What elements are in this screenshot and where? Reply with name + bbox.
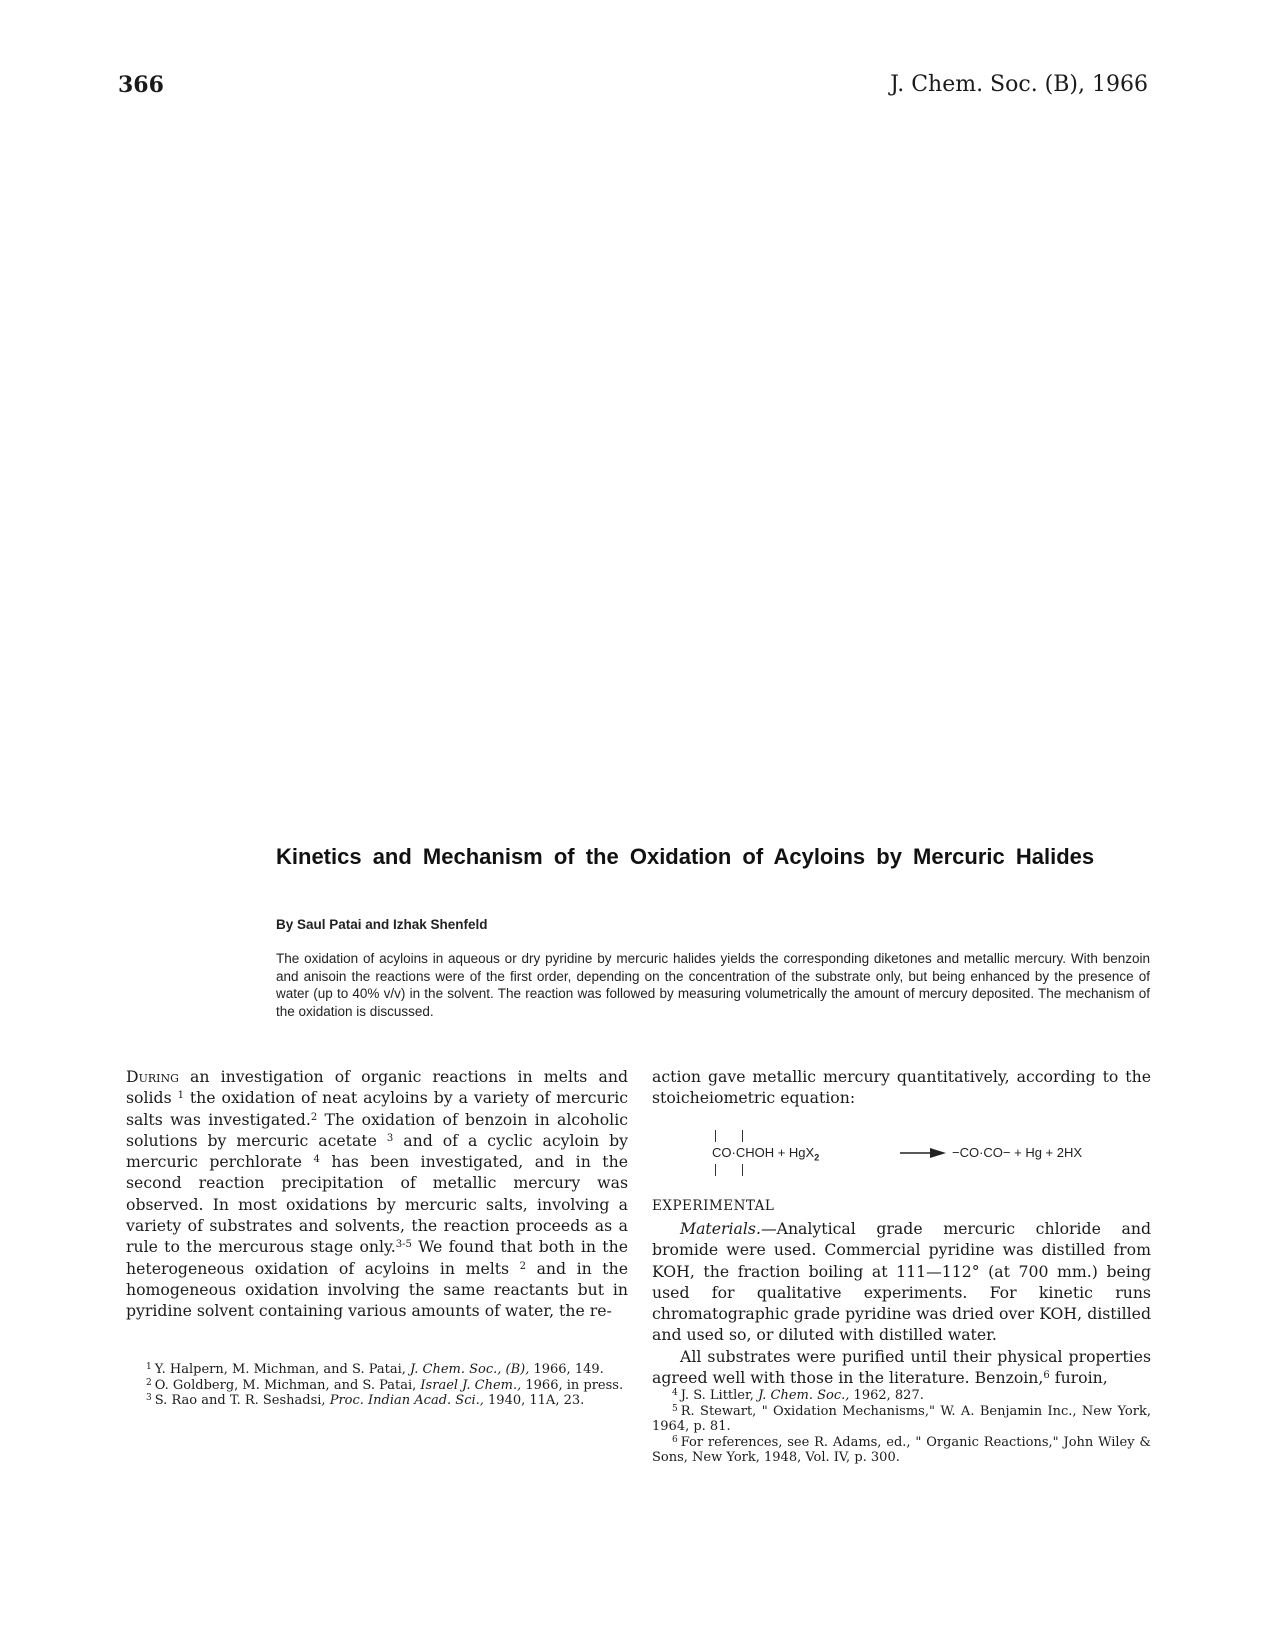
section-heading-experimental: EXPERIMENTAL bbox=[652, 1198, 775, 1214]
reaction-arrow-icon bbox=[900, 1146, 946, 1160]
materials-label: Materials. bbox=[680, 1219, 761, 1238]
bond-line bbox=[742, 1130, 743, 1142]
citation-ref: 3-5 bbox=[395, 1239, 412, 1251]
citation-ref: 6 bbox=[1043, 1370, 1050, 1382]
body-paragraph: During an investigation of organic reactions in melts and solids $^1$ the oxidation of neat acyloins by a variety of mercuric salts was investigated.$^2$ The oxidation of benzoin in alcoholic solutions by mercuric acetate $^3$ and of a cyclic acyloin by mercuric perchlorate $^4$ has been investigated, and in the second reaction precipitation of metallic mercury was observed. In most oxidations by mercuric salts, involving a variety of substrates and solvents, the reaction proceeds as a rule to the mercurous stage only.$^{3-5}$ We found that both in the heterogeneous oxidation of acyloins in melts $^2$ and in the homogeneous oxidation involving the same reactants but in pyridine solvent containing various amounts of water, the re- bbox=[126, 1067, 629, 1321]
bond-line bbox=[742, 1164, 743, 1176]
citation-ref: 2 bbox=[519, 1260, 527, 1272]
citation-ref: 2 bbox=[310, 1111, 318, 1123]
body-paragraph: action gave metallic mercury quantitatively, according to the stoicheiometric equation: bbox=[652, 1067, 1151, 1108]
body-paragraph: All substrates were purified until their physical properties agreed well with those in the literature. Benzoin,$^6$ furoin, bbox=[652, 1346, 1151, 1388]
footnote: $^3$ S. Rao and T. R. Seshadsi, Proc. Indian Acad. Sci., 1940, 11A, 23. bbox=[146, 1393, 585, 1408]
footnote: $^5$ R. Stewart, " Oxidation Mechanisms," W. A. Benjamin Inc., New York, 1964, p. 81. bbox=[652, 1403, 1151, 1434]
body-column-right bbox=[652, 1066, 1151, 1109]
footnote: $^4$ J. S. Littler, J. Chem. Soc., 1962, 827. bbox=[672, 1388, 924, 1403]
footnote: $^6$ For references, see R. Adams, ed., " Organic Reactions," John Wiley & Sons, New York, 1948, Vol. IV, p. 300. bbox=[652, 1434, 1151, 1465]
dropcap-word: During bbox=[126, 1067, 179, 1086]
article-title: Kinetics and Mechanism of the Oxidation of Acyloins by Mercuric Halides bbox=[276, 844, 1095, 869]
stoichiometric-equation bbox=[712, 1128, 1102, 1178]
footnotes-right bbox=[652, 1388, 1151, 1466]
bond-line bbox=[715, 1130, 716, 1142]
citation-ref: 3 bbox=[386, 1132, 394, 1144]
citation-ref: 1 bbox=[177, 1090, 184, 1102]
footnote: $^2$ O. Goldberg, M. Michman, and S. Patai, Israel J. Chem., 1966, in press. bbox=[146, 1377, 624, 1393]
article-abstract: The oxidation of acyloins in aqueous or dry pyridine by mercuric halides yields the corresponding diketones and metallic mercury. With benzoin and anisoin the reactions were of the first order, depending on the concentration of the substrate only, but being enhanced by the presence of water (up to 40% v/v) in the solvent. The reaction was followed by measuring volumetrically the amount of mercury deposited. The mechanism of the oxidation is discussed. bbox=[276, 951, 1150, 1019]
experimental-text bbox=[652, 1218, 1151, 1388]
page-number: 366 bbox=[118, 72, 164, 98]
journal-citation: J. Chem. Soc. (B), 1966 bbox=[890, 72, 1148, 97]
citation-ref: 4 bbox=[313, 1154, 320, 1166]
body-paragraph: Materials.—Analytical grade mercuric chloride and bromide were used. Commercial pyridine was distilled from KOH, the fraction boiling at 111—112° (at 700 mm.) being used for qualitative experiments. For kinetic runs chromatographic grade pyridine was dried over KOH, distilled and used so, or diluted with distilled water. bbox=[652, 1219, 1151, 1345]
footnote: $^1$ Y. Halpern, M. Michman, and S. Patai, J. Chem. Soc., (B), 1966, 149. bbox=[146, 1362, 604, 1377]
bond-line bbox=[715, 1164, 716, 1176]
footnotes-left bbox=[126, 1362, 628, 1409]
equation-reactants: CO·CHOH + HgX$_2$ bbox=[712, 1145, 820, 1163]
body-column-left bbox=[126, 1066, 628, 1322]
equation-products: −CO·CO− + Hg + 2HX bbox=[952, 1145, 1083, 1160]
article-byline: By Saul Patai and Izhak Shenfeld bbox=[276, 917, 488, 932]
